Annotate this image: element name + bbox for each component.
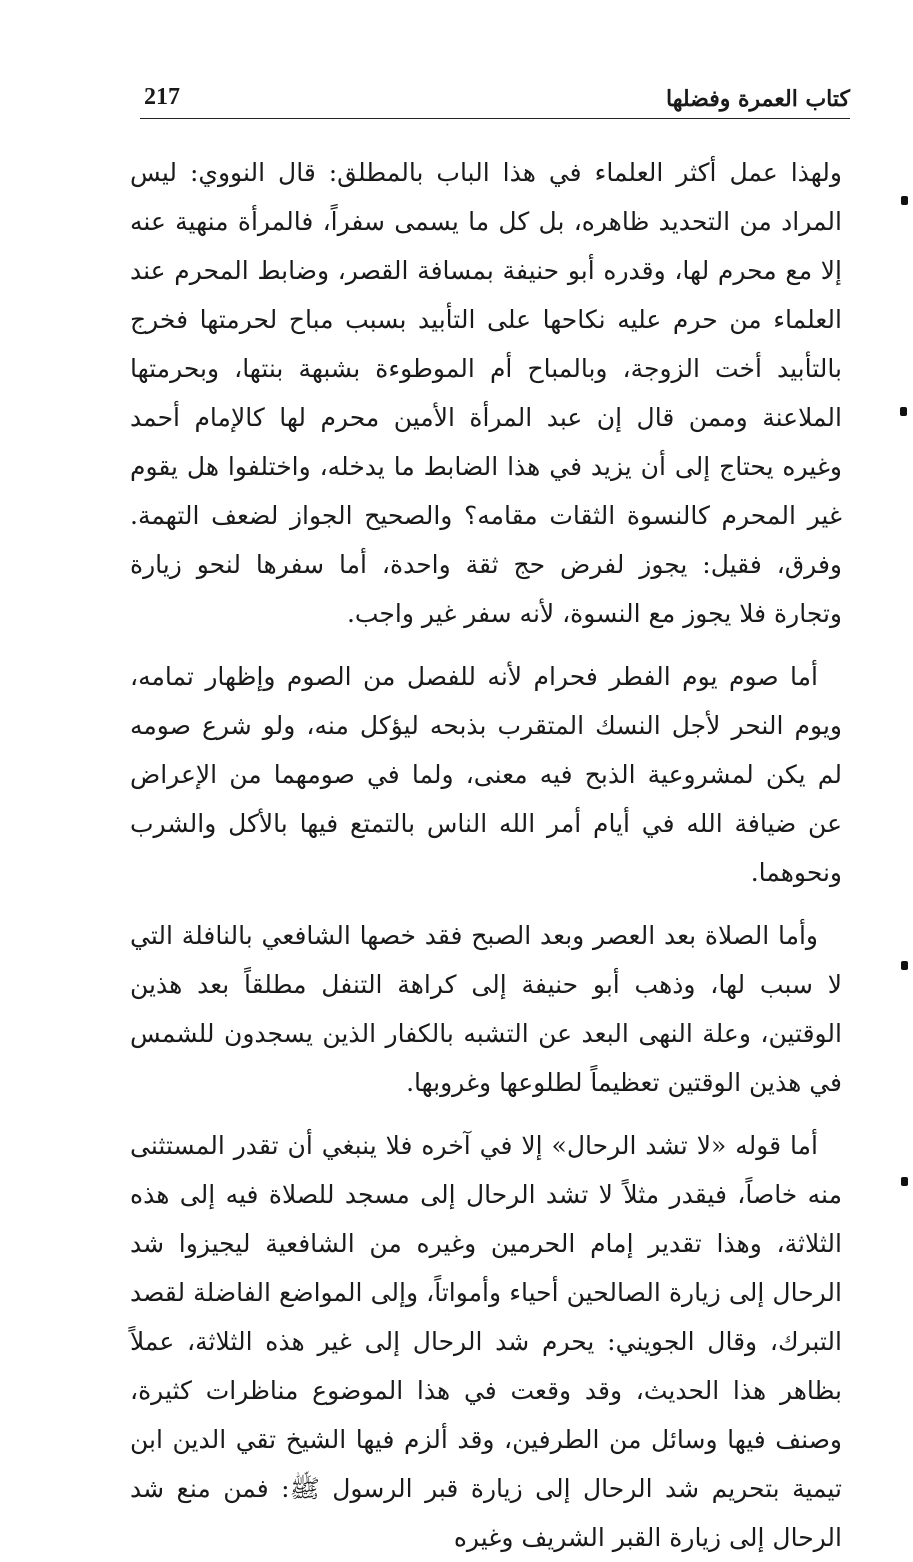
body-text [130,148,842,1562]
paragraph-1: ولهذا عمل أكثر العلماء في هذا الباب بالمطلق: قال النووي: ليس المراد من التحديد ظاهره، بل كل ما يسمى سفراً، فالمرأة منهية عنه إلا مع محرم لها، وقدره أبو حنيفة بمسافة القصر، وضابط المحرم عند العلماء من حرم عليه نكاحها على التأبيد بسبب مباح لحرمتها فخرج بالتأبيد أخت الزوجة، وبالمباح أم الموطوءة بشبهة بنتها، وبحرمتها الملاعنة وممن قال إن عبد المرأة الأمين محرم لها كالإمام أحمد وغيره يحتاج إلى أن يزيد في هذا الضابط ما يدخله، واختلفوا هل يقوم غير المحرم كالنسوة الثقات مقامه؟ والصحيح الجواز لضعف التهمة. وفرق، فقيل: يجوز لفرض حج ثقة واحدة، أما سفرها لنحو زيارة وتجارة فلا يجوز مع النسوة، لأنه سفر غير واجب. [130,158,842,628]
page-number: 217 [144,84,180,110]
book-title: كتاب العمرة وفضلها [665,86,850,112]
margin-mark-icon [901,961,908,970]
paragraph-2: أما صوم يوم الفطر فحرام لأنه للفصل من الصوم وإظهار تمامه، ويوم النحر لأجل النسك المتقرب بذبحه ليؤكل منه، ولو شرع صومه لم يكن لمشروعية الذبح فيه معنى، ولما في صومهما من الإعراض عن ضيافة الله في أيام أمر الله الناس بالتمتع فيها بالأكل والشرب ونحوهما. [130,662,842,887]
margin-mark-icon [900,407,907,416]
running-header [140,78,850,119]
paragraph-4: أما قوله «لا تشد الرحال» إلا في آخره فلا ينبغي أن تقدر المستثنى منه خاصاً، فيقدر مثلاً لا تشد الرحال إلى مسجد للصلاة فيه إلى هذه الثلاثة، وهذا تقدير إمام الحرمين وغيره من الشافعية ليجيزوا شد الرحال إلى زيارة الصالحين أحياء وأمواتاً، وإلى المواضع الفاضلة لقصد التبرك، وقال الجويني: يحرم شد الرحال إلى غير هذه الثلاثة، عملاً بظاهر هذا الحديث، وقد وقعت في هذا الموضوع مناظرات كثيرة، وصنف فيها وسائل من الطرفين، وقد ألزم فيها الشيخ تقي الدين ابن تيمية بتحريم شد الرحال إلى زيارة قبر الرسول ﷺ: فمن منع شد الرحال إلى زيارة القبر الشريف وغيره [130,1131,842,1552]
margin-mark-icon [901,1177,908,1186]
margin-mark-icon [901,196,908,205]
paragraph-3: وأما الصلاة بعد العصر وبعد الصبح فقد خصها الشافعي بالنافلة التي لا سبب لها، وذهب أبو حنيفة إلى كراهة التنفل مطلقاً بعد هذين الوقتين، وعلة النهى البعد عن التشبه بالكفار الذين يسجدون للشمس في هذين الوقتين تعظيماً لطلوعها وغروبها. [130,921,842,1097]
